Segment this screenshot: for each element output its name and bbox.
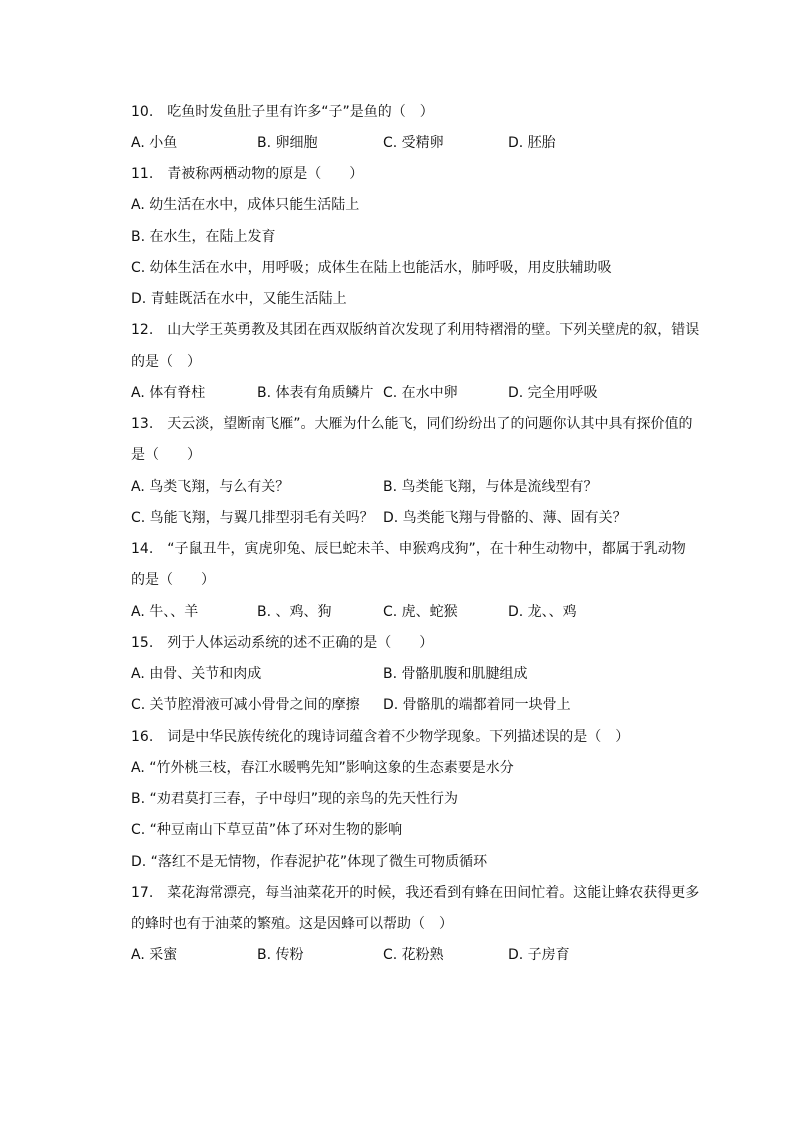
question-13-option-b: B. 鸟类能飞翔，与体是流线型有？ (383, 479, 598, 495)
question-11-option-b: B. 在水生，在陆上发育 (131, 229, 276, 245)
question-13-option-d: D. 鸟类能飞翔与骨骼的、薄、固有关？ (383, 510, 627, 526)
question-14-option-c: C. 虎、蛇猴 (383, 604, 458, 620)
question-17-option-c: C. 花粉熟 (383, 947, 444, 963)
question-10-option-d: D. 胚胎 (508, 135, 556, 151)
question-11-option-d: D. 青蛙既活在水中，又能生活陆上 (131, 291, 347, 307)
question-15-stem: 15. 列于人体运动系统的述不正确的是（ ） (131, 635, 434, 651)
question-10-option-b: B. 卵细胞 (257, 135, 318, 151)
question-12-option-b: B. 体表有角质鳞片 (257, 385, 374, 401)
question-11-stem: 11. 青被称两栖动物的原是（ ） (131, 166, 364, 182)
question-12-option-a: A. 体有脊柱 (131, 385, 206, 401)
question-14-option-b: B. 、鸡、狗 (257, 604, 332, 620)
question-12-option-c: C. 在水中卵 (383, 385, 458, 401)
question-14-stem-line1: 14. “子鼠丑牛，寅虎卯兔、辰巳蛇未羊、申猴鸡戌狗”，在十种生动物中，都属于乳动物 (131, 541, 686, 557)
question-13-option-c: C. 鸟能飞翔，与翼几排型羽毛有关吗？ (131, 510, 374, 526)
question-16-option-b: B. “劝君莫打三春，子中母归”现的亲鸟的先天性行为 (131, 791, 459, 807)
question-15-option-b: B. 骨骼肌腹和肌腱组成 (383, 666, 528, 682)
question-16-stem: 16. 词是中华民族传统化的瑰诗词蕴含着不少物学现象。下列描述误的是（ ） (131, 729, 630, 745)
question-12-stem-line1: 12. 山大学王英勇教及其团在西双版纳首次发现了利用特褶滑的壁。下列关壁虎的叙，错误 (131, 322, 700, 338)
question-11-option-c: C. 幼体生活在水中，用呼吸；成体生在陆上也能活水，肺呼吸，用皮肤辅助吸 (131, 260, 612, 276)
question-17-stem-line2: 的蜂时也有于油菜的繁殖。这是因蜂可以帮助（ ） (131, 916, 453, 932)
question-17-option-d: D. 子房育 (508, 947, 570, 963)
question-14-stem-line2: 的是（ ） (131, 572, 215, 588)
question-14-option-a: A. 牛、、羊 (131, 604, 199, 620)
question-17-option-b: B. 传粉 (257, 947, 304, 963)
question-12-stem-line2: 的是（ ） (131, 354, 201, 370)
question-16-option-a: A. “竹外桃三枝，春江水暖鸭先知”影响这象的生态素要是水分 (131, 760, 514, 776)
question-11-option-a: A. 幼生活在水中，成体只能生活陆上 (131, 197, 360, 213)
question-15-option-d: D. 骨骼肌的端都着同一块骨上 (383, 697, 571, 713)
question-14-option-d: D. 龙、、鸡 (508, 604, 577, 620)
question-13-stem-line1: 13. 天云淡，望断南飞雁”。大雁为什么能飞，同们纷纷出了的问题你认其中具有探价值的 (131, 416, 693, 432)
question-17-option-a: A. 采蜜 (131, 947, 178, 963)
question-15-option-c: C. 关节腔滑液可减小骨骨之间的摩擦 (131, 697, 360, 713)
question-13-stem-line2: 是（ ） (131, 447, 201, 463)
question-16-option-d: D. “落红不是无情物，作春泥护花”体现了微生可物质循环 (131, 854, 488, 870)
question-12-option-d: D. 完全用呼吸 (508, 385, 598, 401)
question-10-option-a: A. 小鱼 (131, 135, 178, 151)
question-16-option-c: C. “种豆南山下草豆苗”体了环对生物的影响 (131, 822, 403, 838)
question-15-option-a: A. 由骨、关节和肉成 (131, 666, 262, 682)
question-13-option-a: A. 鸟类飞翔，与么有关？ (131, 479, 290, 495)
question-10-stem: 10. 吃鱼时发鱼肚子里有许多“子”是鱼的（ ） (131, 104, 434, 120)
question-10-option-c: C. 受精卵 (383, 135, 444, 151)
question-17-stem-line1: 17. 菜花海常漂亮，每当油菜花开的时候，我还看到有蜂在田间忙着。这能让蜂农获得更多 (131, 885, 700, 901)
